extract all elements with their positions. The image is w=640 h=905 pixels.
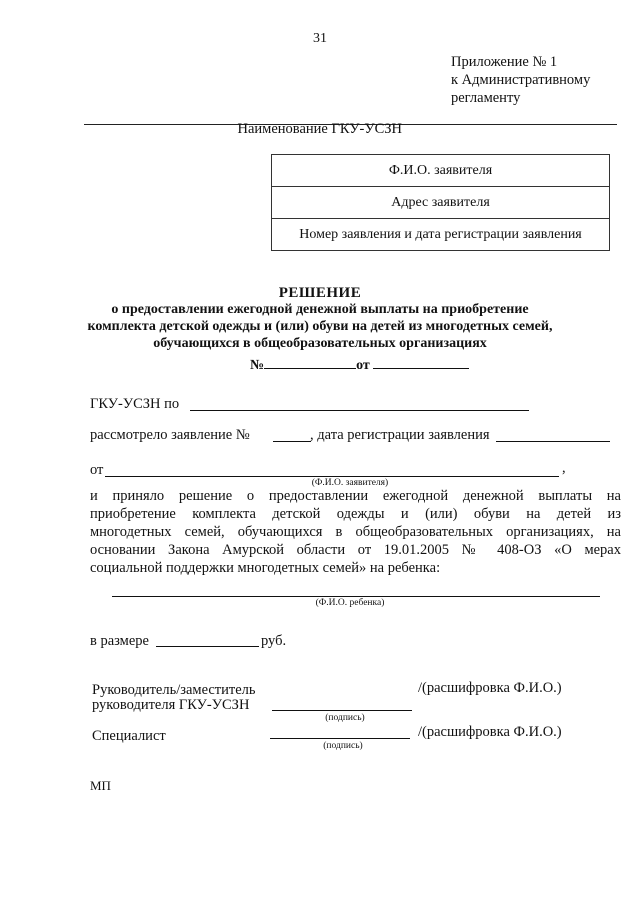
appendix-note [451,53,590,107]
appendix-line: к Административному [451,72,591,88]
specialist-signature-blank[interactable] [270,738,410,739]
decision-paragraph [90,487,621,577]
page-number: 31 [313,31,327,46]
head-title-line2: руководителя ГКУ-УСЗН [92,697,250,713]
amount-label: в размере [90,633,149,649]
decision-number-line [250,355,469,374]
specialist-decode-label: /(расшифровка Ф.И.О.) [418,724,562,740]
appendix-line: Приложение № 1 [451,54,558,70]
date-label: от [356,358,370,373]
head-signature-blank[interactable] [272,710,412,711]
subtitle-line: обучающихся в общеобразовательных организациях [153,336,487,351]
paragraph-line: основании Закона Амурской области от 19.01.2005 № 408-ОЗ «О мерах [90,542,621,558]
specialist-label: Специалист [92,728,166,744]
head-signature-caption: (подпись) [325,713,365,723]
org-name-blank[interactable] [190,410,529,411]
decision-date-blank[interactable] [373,355,469,369]
appendix-line: регламенту [451,90,521,106]
child-name-blank[interactable] [112,596,600,597]
paragraph-line: приобретение комплекта детской одежды и (или) обуви на детей из [90,506,621,522]
org-name-label: Наименование ГКУ-УСЗН [237,121,402,137]
head-title-line1: Руководитель/заместитель [92,682,256,698]
applicant-info-table [271,154,610,251]
subtitle-line: о предоставлении ежегодной денежной выплаты на приобретение [111,302,529,317]
document-subtitle [80,301,560,352]
application-number-cell: Номер заявления и дата регистрации заявления [272,218,609,250]
org-prefix-label: ГКУ-УСЗН по [90,396,180,412]
registration-date-label: , дата регистрации заявления [310,427,490,443]
number-label: № [250,358,265,373]
paragraph-line: и приняло решение о предоставлении ежегодной денежной выплаты на [90,488,621,504]
currency-label: руб. [261,633,287,649]
specialist-signature-caption: (подпись) [323,741,363,751]
child-name-caption: (Ф.И.О. ребенка) [315,598,385,608]
applicant-name-blank[interactable] [105,476,559,477]
applicant-name-caption: (Ф.И.О. заявителя) [311,478,389,488]
paragraph-line: многодетных семей, обучающихся в общеобразовательных организациях, на [90,524,621,540]
from-label: от [90,462,104,478]
paragraph-line: социальной поддержки многодетных семей» на ребенка: [90,560,441,576]
subtitle-line: комплекта детской одежды и (или) обуви на детей из многодетных семей, [87,319,553,334]
applicant-name-cell: Ф.И.О. заявителя [388,163,493,178]
applicant-address-cell: Адрес заявителя [272,186,609,218]
stamp-label: МП [90,778,111,793]
head-decode-label: /(расшифровка Ф.И.О.) [418,680,562,696]
amount-blank[interactable] [156,646,259,647]
decision-number-blank[interactable] [264,355,356,369]
application-number-blank[interactable] [273,441,311,442]
comma: , [562,460,566,476]
registration-date-blank[interactable] [496,441,610,442]
document-title: РЕШЕНИЕ [278,285,362,301]
considered-label: рассмотрело заявление № [90,427,250,443]
